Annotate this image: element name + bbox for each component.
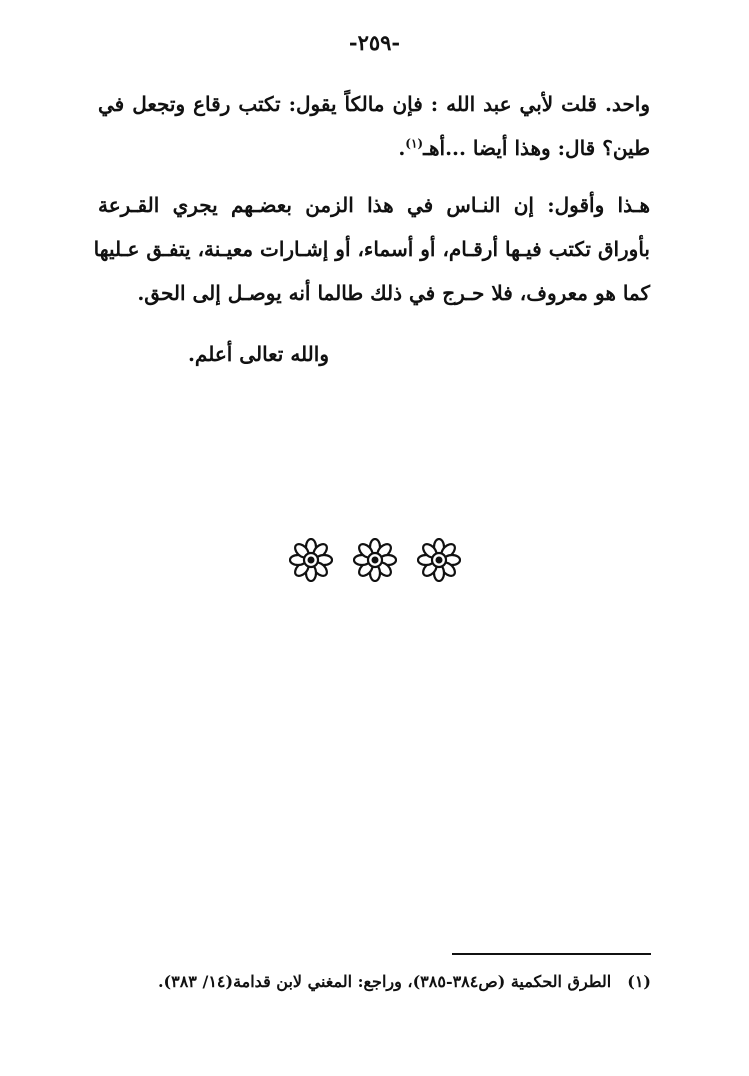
- paragraph-1-line-1: واحد. قلت لأبي عبد الله : فإن مالكاً يقول: تكتب رقاع وتجعل في: [98, 92, 650, 116]
- footnote-reference: (١): [405, 136, 424, 151]
- paragraph-1: [98, 82, 650, 170]
- closing-line: والله تعالى أعلم.: [187, 342, 329, 366]
- footnote-divider: [452, 953, 651, 955]
- flower-ornament-icon: [289, 538, 333, 582]
- footnote-marker: (١): [627, 972, 651, 991]
- footnote-text: الطرق الحكمية (ص٣٨٤-٣٨٥)، وراجع: المغني لابن قدامة(١٤/ ٣٨٣).: [157, 972, 612, 991]
- paragraph-2: [93, 183, 650, 315]
- paragraph-1-line-2-end: .: [398, 136, 406, 160]
- flower-ornament-icon: [353, 538, 397, 582]
- ornament-row: [0, 538, 749, 582]
- page-number: -٢٥٩-: [348, 30, 401, 55]
- footnote: [158, 972, 651, 991]
- paragraph-2-line-1: هـذا وأقول: إن النـاس في هذا الزمن بعضـهم يجري القـرعة: [98, 193, 650, 217]
- paragraph-1-line-2: [98, 126, 650, 170]
- flower-ornament-icon: [417, 538, 461, 582]
- paragraph-2-line-2: بأوراق تكتب فيـها أرقـام، أو أسماء، أو إشـارات معيـنة، يتفـق عـليها: [93, 237, 650, 261]
- paragraph-2-line-3: كما هو معروف، فلا حـرج في ذلك طالما أنه يوصـل إلى الحق.: [137, 281, 650, 305]
- paragraph-1-line-2-text: طين؟ قال: وهذا أيضا ...أهـ: [423, 136, 650, 160]
